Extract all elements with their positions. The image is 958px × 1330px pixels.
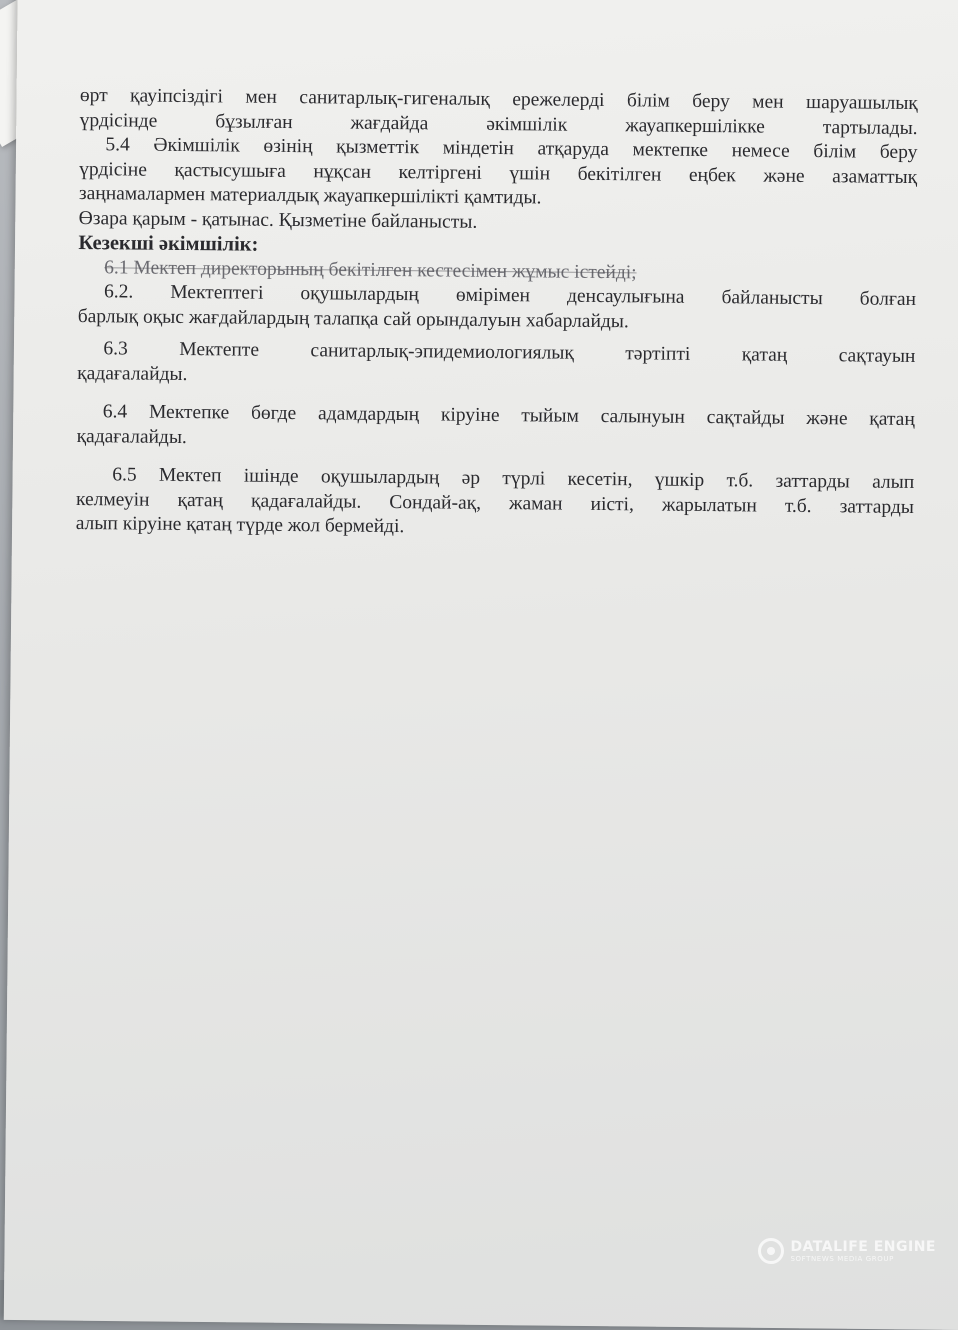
- paragraph-line: қадағалайды.: [77, 362, 188, 385]
- section-6-2-line: 6.2. Мектептегі оқушылардың өмірімен денсаулығына байланысты болған: [103, 281, 917, 311]
- paragraph-line: өрт қауіпсіздігі мен санитарлық-гигеналық ережелерді білім беру мен шаруашылық: [79, 84, 918, 115]
- section-6-3-line: 6.3 Мектепте санитарлық-эпидемиологиялық тәртіпті қатаң сақтауын: [103, 338, 916, 368]
- watermark: [758, 1238, 936, 1264]
- section-5-4-line: 5.4 Әкімшілік өзінің қызметтік міндетін атқаруда мектепке немесе білім беру: [105, 134, 918, 164]
- section-heading: Кезекші әкімшілік:: [78, 231, 259, 256]
- paragraph-line: келмеуін қатаң қадағалайды. Сондай-ақ, жаман иісті, жарылатын т.б. заттарды: [75, 488, 915, 518]
- paragraph-line: қадағалайды.: [76, 425, 187, 448]
- section-6-4-line: 6.4 Мектепке бөгде адамдардың кіруіне тыйым салынуын сақтайды және қатаң: [102, 401, 915, 431]
- section-6-1-line: 6.1 Мектеп директорының бекітілген кестесімен жұмыс істейді;: [104, 256, 637, 283]
- section-6-5-line: 6.5 Мектеп ішінде оқушылардың әр түрлі кесетін, үшкір т.б. заттарды алып: [112, 464, 915, 494]
- watermark-title: DATALIFE ENGINE: [790, 1239, 936, 1255]
- watermark-subtitle: SOFTNEWS MEDIA GROUP: [790, 1255, 894, 1263]
- paragraph-line: үрдісіне қастысушыға нұқсан келтіргені үшін бекітілген еңбек және азаматтық: [79, 158, 918, 188]
- paragraph-line: үрдісінде бұзылған жағдайда әкімшілік жауапкершілікке тартылады.: [79, 109, 918, 139]
- relations-line: Өзара қарым - қатынас. Қызметіне байланысты.: [78, 207, 478, 233]
- paragraph-line: алып кіруіне қатаң түрде жол бермейді.: [75, 512, 405, 538]
- paragraph-line: заңнамалармен материалдық жауапкершілікті қамтиды.: [78, 182, 542, 209]
- datalife-logo-icon: [758, 1238, 784, 1264]
- document-text: [76, 84, 918, 545]
- paragraph-line: барлық оқыс жағдайлардың талапқа сай орындалуын хабарлайды.: [77, 305, 629, 332]
